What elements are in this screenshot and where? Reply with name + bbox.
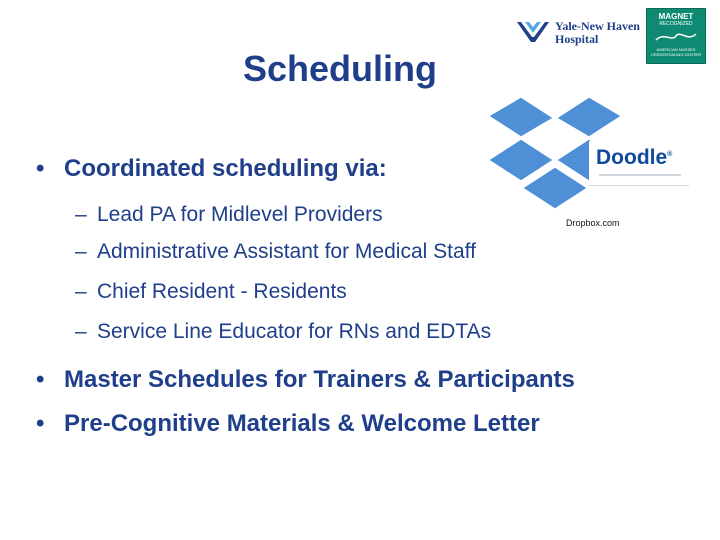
bullet-glyph: • <box>36 410 45 437</box>
sub-bullet-item <box>75 320 491 344</box>
magnet-badge <box>646 8 706 64</box>
hospital-name-line2: Hospital <box>555 32 599 46</box>
doodle-logo <box>589 141 689 186</box>
sub-bullet-text: Service Line Educator for RNs and EDTAs <box>97 320 492 343</box>
doodle-divider <box>599 174 681 176</box>
bullet-item <box>36 155 387 183</box>
bullet-text: Coordinated scheduling via: <box>64 155 387 182</box>
sub-bullet-text: Lead PA for Midlevel Providers <box>97 203 383 226</box>
dropbox-caption: Dropbox.com <box>566 218 620 228</box>
doodle-registered-mark: ® <box>667 151 673 158</box>
bullet-item <box>36 366 575 394</box>
sub-bullet-item <box>75 203 383 227</box>
magnet-emblem-icon <box>654 30 698 44</box>
hospital-name-line1: Yale-New Haven <box>555 19 640 33</box>
hospital-logo-mark-icon <box>515 18 551 44</box>
bullet-text: Master Schedules for Trainers & Participants <box>64 366 575 393</box>
dash-glyph: – <box>75 280 87 303</box>
doodle-wordmark: Doodle <box>596 146 668 169</box>
sub-bullet-item <box>75 240 476 264</box>
sub-bullet-text: Administrative Assistant for Medical Staff <box>97 240 476 263</box>
doodle-logo-text <box>596 146 672 170</box>
dash-glyph: – <box>75 240 87 263</box>
hospital-logo-text <box>555 20 640 46</box>
sub-bullet-text: Chief Resident - Residents <box>97 280 347 303</box>
hospital-logo <box>515 14 645 50</box>
dash-glyph: – <box>75 203 87 226</box>
bullet-item <box>36 410 540 438</box>
bullet-text: Pre-Cognitive Materials & Welcome Letter <box>64 410 540 437</box>
bullet-glyph: • <box>36 366 45 393</box>
magnet-title: MAGNET <box>658 12 694 21</box>
magnet-subtitle: RECOGNIZED <box>659 21 693 27</box>
magnet-small-text: AMERICAN NURSES CREDENTIALING CENTER <box>650 47 701 57</box>
slide-title: Scheduling <box>243 48 438 89</box>
bullet-glyph: • <box>36 155 45 182</box>
dash-glyph: – <box>75 320 87 343</box>
sub-bullet-item <box>75 280 347 304</box>
